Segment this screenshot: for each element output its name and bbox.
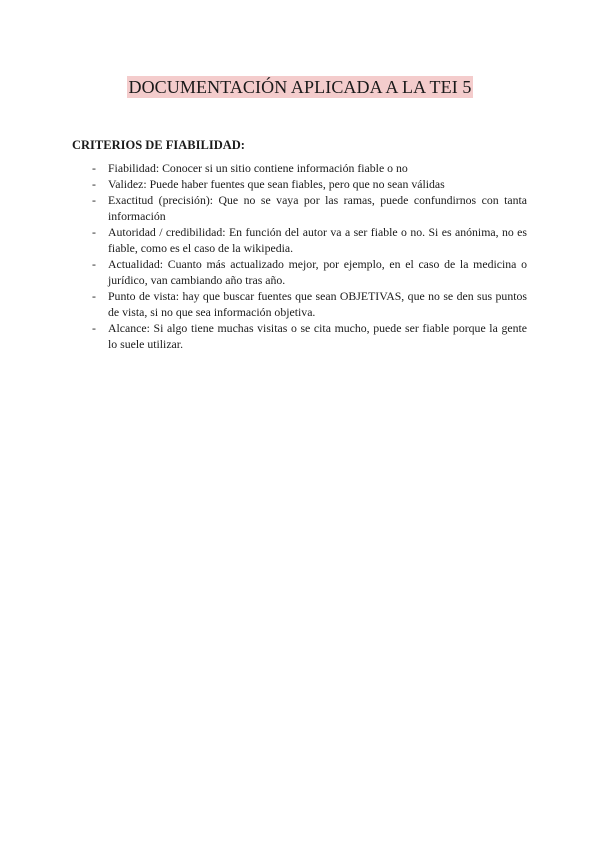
list-item-text: Alcance: Si algo tiene muchas visitas o se cita mucho, puede ser fiable porque la gente lo suele utilizar. (108, 321, 527, 351)
list-item-alcance (92, 320, 527, 352)
title-container (0, 76, 600, 98)
bullet-dash: - (92, 161, 96, 175)
list-item-punto-de-vista (92, 288, 527, 320)
bullet-dash: - (92, 289, 96, 303)
list-item-exactitud (92, 192, 527, 224)
list-item-fiabilidad (92, 160, 527, 176)
list-item-autoridad (92, 224, 527, 256)
bullet-dash: - (92, 193, 96, 207)
bullet-dash: - (92, 177, 96, 191)
list-item-text: Fiabilidad: Conocer si un sitio contiene información fiable o no (108, 161, 408, 175)
list-item-text: Actualidad: Cuanto más actualizado mejor, por ejemplo, en el caso de la medicina o jurídico, van cambiando año tras año. (108, 257, 527, 287)
list-item-text: Punto de vista: hay que buscar fuentes que sean OBJETIVAS, que no se den sus puntos de vista, si no que sea información objetiva. (108, 289, 527, 319)
list-item-text: Autoridad / credibilidad: En función del autor va a ser fiable o no. Si es anónima, no es fiable, como es el caso de la wikipedia. (108, 225, 527, 255)
bullet-dash: - (92, 257, 96, 271)
bullet-dash: - (92, 321, 96, 335)
list-item-validez (92, 176, 527, 192)
list-item-text: Validez: Puede haber fuentes que sean fiables, pero que no sean válidas (108, 177, 445, 191)
page-title: DOCUMENTACIÓN APLICADA A LA TEI 5 (128, 77, 472, 97)
criteria-list (92, 160, 527, 352)
section-heading: CRITERIOS DE FIABILIDAD: (72, 138, 245, 152)
list-item-actualidad (92, 256, 527, 288)
bullet-dash: - (92, 225, 96, 239)
list-item-text: Exactitud (precisión): Que no se vaya por las ramas, puede confundirnos con tanta información (108, 193, 527, 223)
